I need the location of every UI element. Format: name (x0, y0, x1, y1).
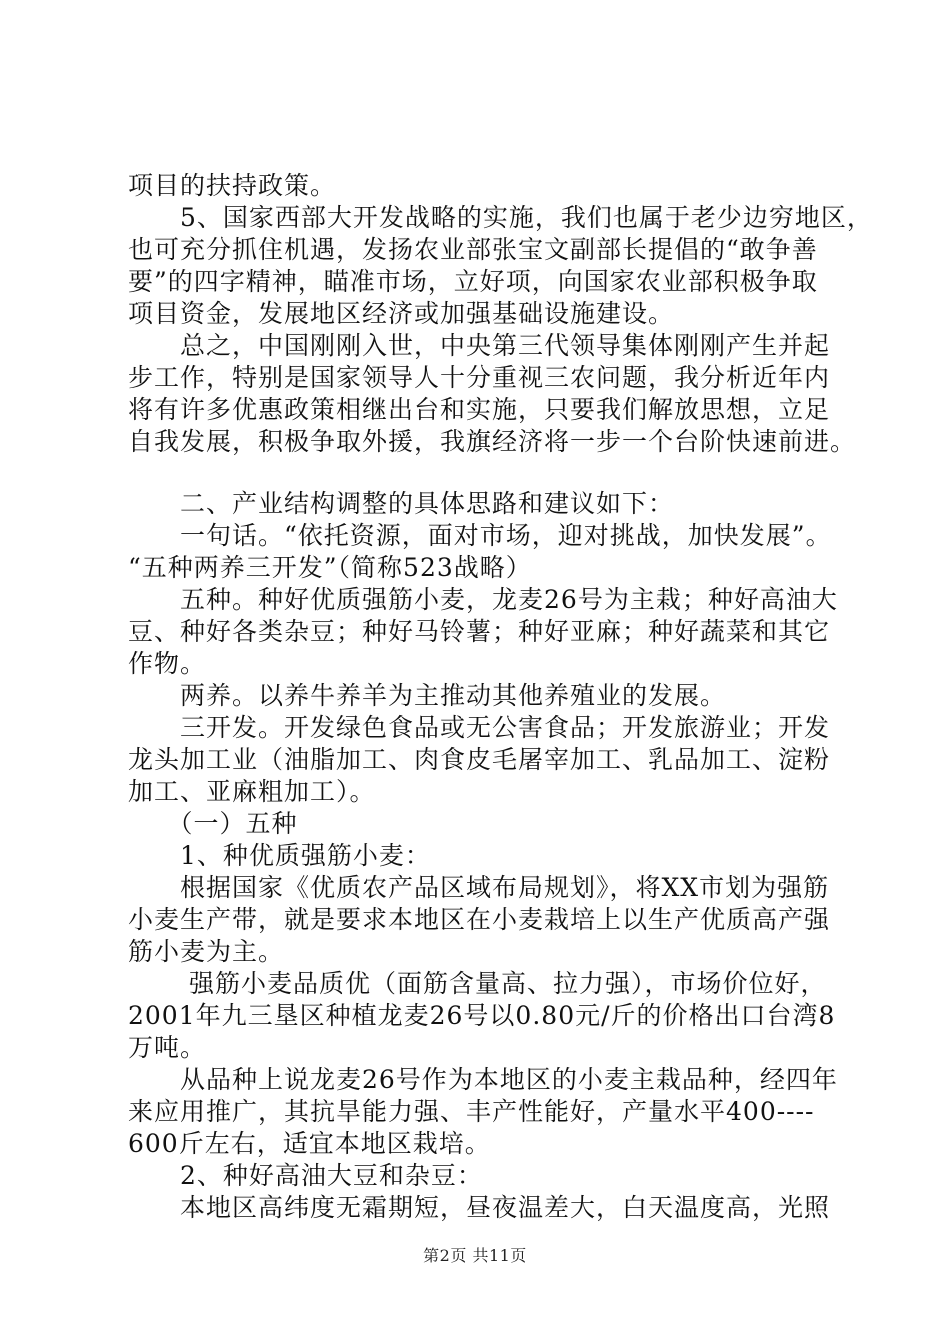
text-line: 项目的扶持政策。 (128, 171, 337, 200)
text-line: 龙头加工业（油脂加工、肉食皮毛屠宰加工、乳品加工、淀粉 (128, 745, 831, 774)
text-line: 五种。种好优质强筋小麦，龙麦26号为主栽；种好高油大 (128, 585, 838, 614)
text-line: 将有许多优惠政策相继出台和实施，只要我们解放思想，立足 (128, 395, 831, 424)
text-line: 来应用推广，其抗旱能力强、丰产性能好，产量水平400---- (128, 1097, 815, 1126)
text-line: 步工作，特别是国家领导人十分重视三农问题，我分析近年内 (128, 363, 831, 392)
text-line: 三开发。开发绿色食品或无公害食品；开发旅游业；开发 (128, 713, 831, 742)
text-line: 600斤左右，适宜本地区栽培。 (128, 1129, 491, 1158)
text-line: 2、种好高油大豆和杂豆： (128, 1161, 483, 1190)
text-line: 豆、种好各类杂豆；种好马铃薯；种好亚麻；种好蔬菜和其它 (128, 617, 831, 646)
text-line: 筋小麦为主。 (128, 937, 285, 966)
text-line: “五种两养三开发”（简称523战略） (128, 553, 532, 582)
text-line: 加工、亚麻粗加工）。 (128, 777, 376, 806)
text-line: 也可充分抓住机遇，发扬农业部张宝文副部长提倡的“敢争善 (128, 235, 818, 264)
text-line: 要”的四字精神，瞄准市场，立好项，向国家农业部积极争取 (128, 267, 818, 296)
text-line: 强筋小麦品质优（面筋含量高、拉力强），市场价位好， (128, 969, 827, 998)
text-line: 作物。 (128, 649, 207, 678)
text-line: 1、种优质强筋小麦： (128, 841, 431, 870)
text-line: 小麦生产带，就是要求本地区在小麦栽培上以生产优质高产强 (128, 905, 831, 934)
page-number-footer: 第2页 共11页 (423, 1246, 527, 1265)
text-line: 自我发展，积极争取外援，我旗经济将一步一个台阶快速前进。 (128, 427, 857, 456)
text-line: 本地区高纬度无霜期短，昼夜温差大，白天温度高，光照 (128, 1193, 831, 1222)
text-line: 总之，中国刚刚入世，中央第三代领导集体刚刚产生并起 (128, 331, 831, 360)
text-line: 2001年九三垦区种植龙麦26号以0.80元/斤的价格出口台湾8 (128, 1001, 836, 1030)
text-line: 从品种上说龙麦26号作为本地区的小麦主栽品种，经四年 (128, 1065, 838, 1094)
text-line: 两养。以养牛养羊为主推动其他养殖业的发展。 (128, 681, 727, 710)
subsection-heading: （一）五种 (128, 809, 298, 838)
paragraph-gap (128, 458, 843, 488)
section-heading: 二、产业结构调整的具体思路和建议如下： (128, 489, 675, 518)
text-line: 5、国家西部大开发战略的实施，我们也属于老少边穷地区， (128, 203, 873, 232)
text-line: 项目资金，发展地区经济或加强基础设施建设。 (128, 299, 675, 328)
text-line: 根据国家《优质农产品区域布局规划》，将XX市划为强筋 (128, 873, 830, 902)
text-line: 万吨。 (128, 1033, 207, 1062)
document-body (128, 170, 873, 1224)
text-line: 一句话。“依托资源，面对市场，迎对挑战，加快发展”。 (128, 521, 832, 550)
